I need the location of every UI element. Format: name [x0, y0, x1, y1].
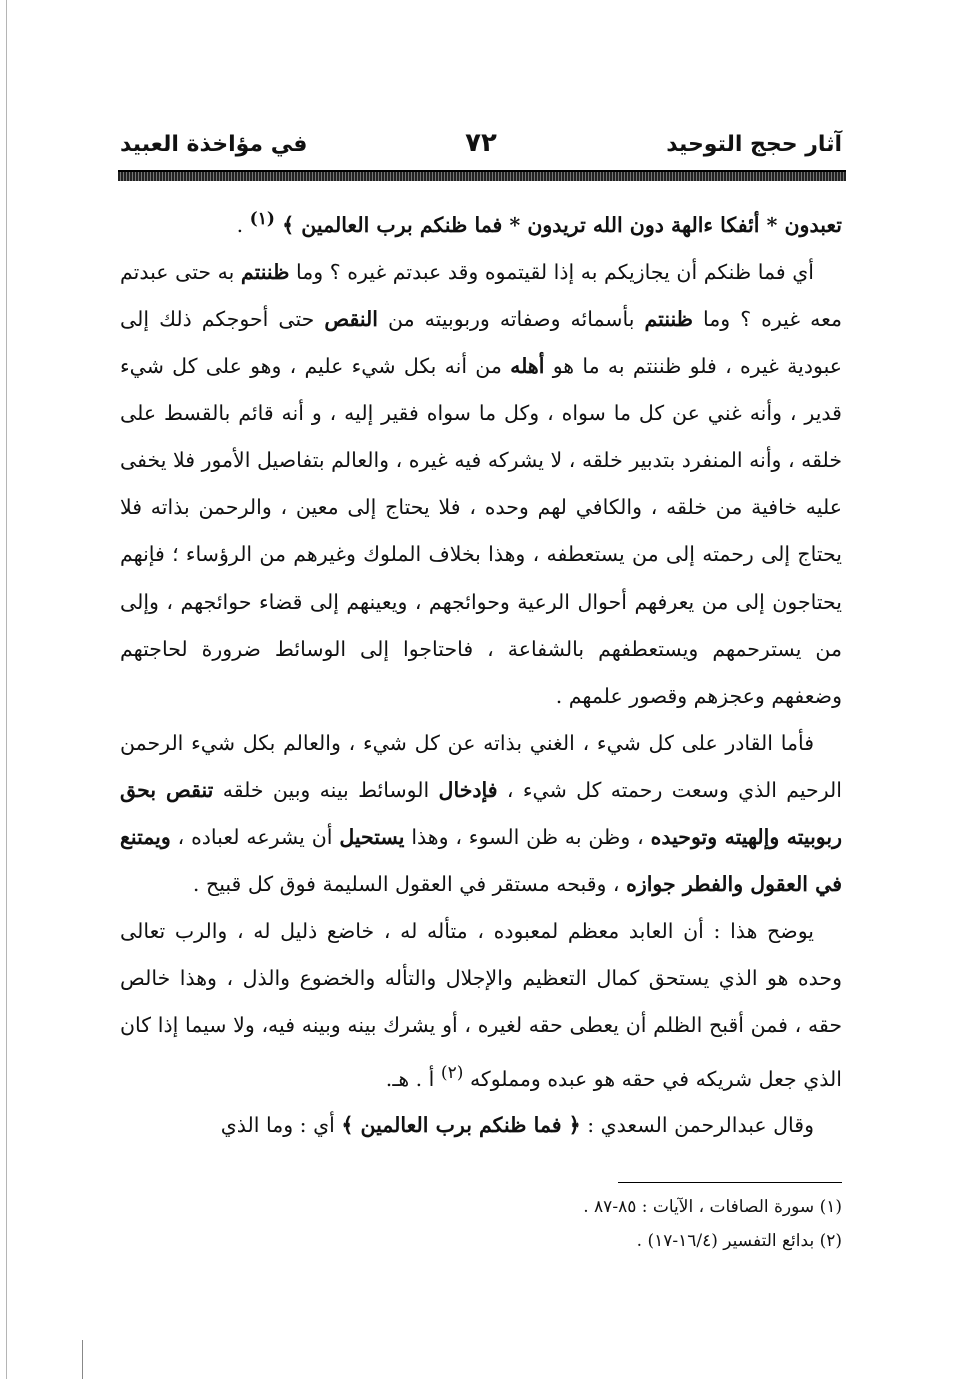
scan-edge-line [6, 0, 7, 1379]
paragraph-3: فأما القادر على كل شيء ، الغني بذاته عن كل شيء ، والعالم بكل شيء الرحمن الرحيم الذي وسعت رحمته كل شيء ، فإدخال الوسائط بينه وبين خلقه تنقص بحق ربوبيته وإلهيته وتوحيده ، وظن به ظن السوء ، وهذا يستحيل أن يشرعه لعباده ، ويمتنع في العقول والفطر جوازه ، وقبحه مستقر في العقول السليمة فوق كل قبيح . [120, 730, 842, 897]
book-title: آثار حجج التوحيد [666, 132, 842, 157]
quran-verse-end: تعبدون * أئفكا ءالهة دون الله تريدون * فما ظنكم برب العالمين ﴾ $^{(١)}$ [249, 209, 842, 237]
footnote-separator [618, 1182, 842, 1183]
footnote-ref-1: (١) [249, 209, 276, 229]
header-rule [118, 170, 846, 181]
paragraph-4: يوضح هذا : أن العابد معظم لمعبوده ، متأله له ، خاضع ذليل له ، والرب تعالى وحده هو الذي يستحق كمال التعظيم والإجلال والتأله والخضوع والذل ، وهذا خالص حقه ، فمن أقبح الظلم أن يعطى حقه لغيره ، أو يشرك بينه وبينه فيه، ولا سيما إذا كان الذي جعل شريكه في حقه هو عبده ومملوكه $^{(٢)}$ أ . هـ. [120, 919, 842, 1091]
paragraph-5: وقال عبدالرحمن السعدي : ﴿ فما ظنكم برب العالمين ﴾ أي : وما الذي [220, 1113, 814, 1138]
footnotes [122, 1190, 842, 1258]
paragraph-1: تعبدون * أئفكا ءالهة دون الله تريدون * فما ظنكم برب العالمين ﴾ $^{(١)}$ . [236, 209, 842, 237]
page-number: ٧٢ [465, 128, 497, 158]
paragraph-2: أي فما ظنكم أن يجازيكم به إذا لقيتموه وقد عبدتم غيره ؟ وما ظننتم به حتى عبدتم معه غيره ؟ وما ظننتم بأسمائه وصفاته وربوبيته من النقص حتى أحوجكم ذلك إلى عبودية غيره ، فلو ظننتم به ما هو أهله من أنه بكل شيء عليم ، وهو على كل شيء قدير ، وأنه غني عن كل ما سواه ، وكل ما سواه فقير إليه ، و أنه قائم بالقسط على خلقه ، وأنه المنفرد بتدبير خلقه ، لا يشركه فيه غيره ، والعالم بتفاصيل الأمور فلا يخفى عليه خافية من خلقه ، والكافي لهم وحده ، فلا يحتاج إلى معين ، والرحمن بذاته فلا يحتاج إلى رحمته إلى من يستعطفه ، وهذا بخلاف الملوك وغيرهم من الرؤساء ؛ فإنهم يحتاجون إلى من يعرفهم أحوال الرعية وحوائجهم ، ويعينهم إلى قضاء حوائجهم ، وإلى من يسترحمهم ويستعطفهم بالشفاعة ، فاحتاجوا إلى الوسائط ضرورة لحاجتهم وضعفهم وعجزهم وقصور علمهم . [120, 259, 843, 708]
footnote-2: (٢) بدائع التفسير (١٦/٤-١٧) . [636, 1231, 842, 1251]
footnote-1: (١) سورة الصافات ، الآيات : ٨٥-٨٧ . [583, 1197, 842, 1217]
chapter-title: في مؤاخذة العبيد [120, 132, 308, 157]
main-text [120, 196, 842, 1150]
footnote-ref-2: (٢) [440, 1062, 464, 1083]
running-header [120, 128, 842, 168]
scan-edge-mark [82, 1340, 83, 1379]
